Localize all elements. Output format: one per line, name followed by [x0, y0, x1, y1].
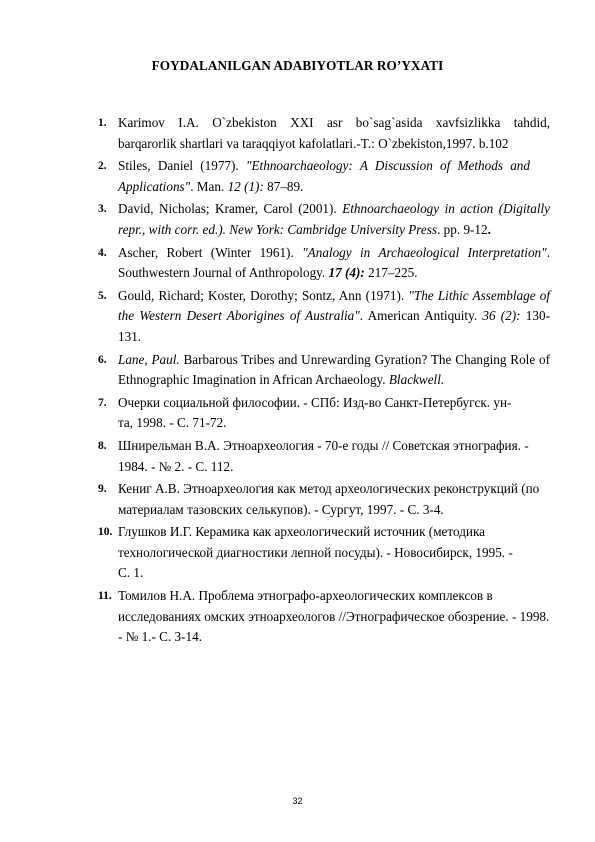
- reference-text: . Man.: [190, 178, 228, 194]
- reference-item: [98, 522, 550, 584]
- reference-number: 1.: [98, 117, 107, 129]
- reference-volume: 36 (2):: [482, 308, 521, 324]
- reference-text: Stiles, Daniel (1977).: [118, 158, 246, 174]
- reference-text: Глушков И.Г. Керамика как археологический источник (методика технологической диагностики лепной посуды). - Новосибирск, 1995. - С. 1.: [118, 524, 513, 581]
- reference-item: [98, 156, 550, 197]
- reference-number: 8.: [98, 439, 107, 452]
- reference-text: Gould, Richard; Koster, Dorothy; Sontz, Ann (1971).: [118, 287, 409, 303]
- reference-text: .: [487, 221, 491, 237]
- reference-title: Barbarous Tribes and Unrewarding Gyration? The Changing Role of Ethnographic Imagination in African Archaeology.: [118, 351, 550, 388]
- reference-line: Karimov I.A. O`zbekiston XXI asr bo`sag`asida xavfsizlikka tahdid,: [118, 115, 550, 130]
- reference-line: barqarorlik shartlari va taraqqiyot kafolatlari.-T.: O`zbekiston,1997. b.102: [118, 135, 509, 151]
- reference-number: 7.: [98, 396, 107, 409]
- reference-item: [98, 436, 550, 477]
- reference-publisher: Blackwell.: [388, 372, 445, 388]
- reference-text: Очерки социальной философии. - СПб: Изд-во Санкт-Петербугск. ун-та, 1998. - С. 71-72.: [118, 394, 512, 431]
- reference-number: 10.: [98, 526, 113, 539]
- reference-item: [98, 586, 550, 648]
- reference-text: Кениг А.В. Этноархеология как метод археологических реконструкций (по материалам тазовских селькупов). - Сургут, 1997. - С. 3-4.: [118, 481, 540, 517]
- reference-number: 6.: [98, 353, 107, 366]
- reference-text: . American Antiquity.: [359, 308, 483, 324]
- reference-text: David, Nicholas; Kramer, Carol (2001).: [118, 201, 343, 217]
- reference-pages: 130-131.: [118, 308, 550, 344]
- reference-volume: 17 (4):: [328, 265, 365, 281]
- reference-item: [98, 479, 550, 520]
- reference-number: 11.: [98, 590, 112, 603]
- reference-item: [98, 393, 550, 434]
- reference-number: 9.: [98, 483, 107, 496]
- reference-pages: 87–89.: [263, 178, 304, 194]
- reference-title: "Analogy in Archaeological Interpretation": [302, 244, 547, 260]
- reference-item: [98, 286, 550, 348]
- reference-title: "The Lithic Assemblage of the Western Desert Aborigines of Australia": [118, 287, 551, 324]
- reference-item: [98, 113, 550, 154]
- reference-list: [98, 113, 550, 650]
- reference-title: Ethnoarchaeology in action (Digitally repr., with corr. ed.). New York: Cambridge University Press: [118, 201, 551, 237]
- reference-title: "Ethnoarchaeology: A Discussion of Methods and Applications": [118, 158, 530, 194]
- reference-item: [98, 199, 550, 240]
- reference-text: Ascher, Robert (Winter 1961).: [118, 244, 303, 260]
- reference-text: Шнирельман В.А. Этноархеология - 70-е годы // Советская этнография. - 1984. - № 2. - С. 112.: [118, 437, 529, 474]
- reference-pages: . pp. 9-12: [437, 221, 488, 237]
- reference-number: 2.: [98, 160, 107, 173]
- reference-text: Томилов Н.А. Проблема этнографо-археологических комплексов в исследованиях омских этноархеологов //Этнографическое обозрение. - 1998. - № 1.- С. 3-14.: [118, 588, 550, 645]
- reference-item: [98, 243, 550, 284]
- page-title: FOYDALANILGAN ADABIYOTLAR RO’YXATI: [151, 58, 444, 73]
- reference-number: 5.: [98, 289, 107, 302]
- reference-number: 3.: [98, 203, 107, 216]
- reference-item: [98, 350, 550, 391]
- reference-text: . Southwestern Journal of Anthropology.: [118, 244, 550, 281]
- reference-volume: 12 (1):: [227, 178, 264, 194]
- reference-pages: 217–225.: [364, 265, 418, 281]
- reference-number: 4.: [98, 246, 107, 259]
- page-number: 32: [292, 796, 303, 806]
- reference-author: Lane, Paul.: [118, 351, 180, 367]
